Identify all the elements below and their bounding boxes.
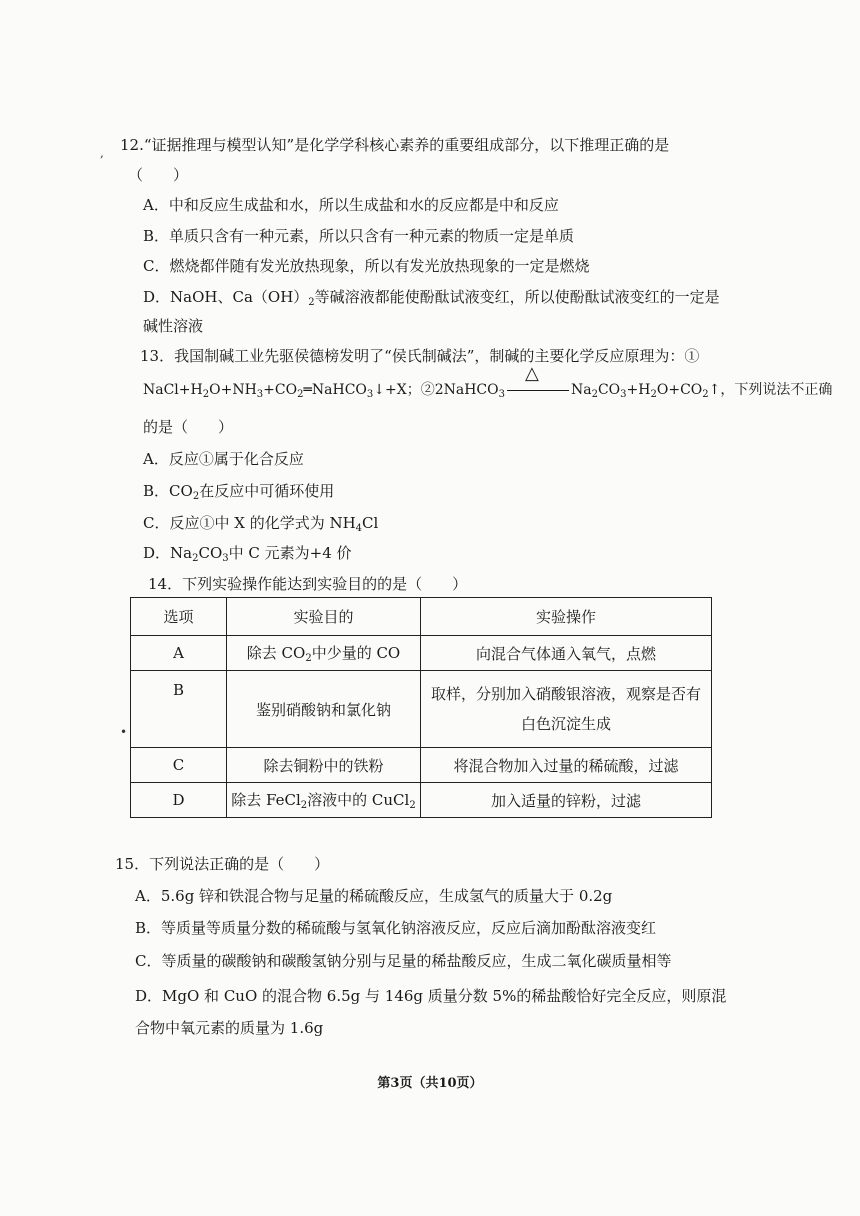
table-row [131,636,712,671]
eq-text: +H [626,382,651,398]
cell-option: B [131,671,227,748]
q15-option-c: C．等质量的碳酸钠和碳酸氢钠分别与足量的稀盐酸反应，生成二氧化碳质量相等 [135,952,672,970]
text: 中少量的 CO [311,644,401,662]
subscript: 2 [300,800,308,811]
table-row [131,748,712,783]
q13-option-d [143,543,352,569]
text: 除去 FeCl [231,791,301,809]
text: 取样，分别加入硝酸银溶液，观察是否有 [430,685,701,703]
q15-option-b: B．等质量等质量分数的稀硫酸与氢氧化钠溶液反应，反应后滴加酚酞溶液变红 [135,919,657,937]
margin-mark: , [100,146,104,160]
q13-stem-end: 的是（ ） [143,418,234,436]
text: 在反应中可循环使用 [199,482,335,500]
text: C．反应①中 X 的化学式为 NH [143,514,356,532]
q13-option-c [143,513,378,539]
text: 除去 CO [246,644,306,662]
q12-stem: 12.“证据推理与模型认知”是化学学科核心素养的重要组成部分，以下推理正确的是 [120,136,670,154]
q14-stem: 14．下列实验操作能达到实验目的的是（ ） [148,575,468,593]
text: 白色沉淀生成 [520,715,611,733]
q12-option-d-part1: D．NaOH、Ca（OH） [143,288,309,306]
table-row [131,671,712,748]
q12-option-c: C．燃烧都伴随有发光放热现象，所以有发光放热现象的一定是燃烧 [143,257,590,275]
subscript: 3 [366,389,374,400]
subscript: 3 [498,389,505,400]
subscript: 4 [355,523,363,534]
eq-text: CO [597,382,621,398]
subscript: 2 [202,389,210,400]
delta-symbol: △ [524,363,539,384]
subscript: 2 [702,389,709,400]
heat-condition [505,363,571,400]
subscript: 2 [305,653,312,664]
cell-goal [227,783,421,818]
q15-option-d-cont: 合物中氧元素的质量为 1.6g [135,1019,324,1037]
eq-text: NaHCO [311,382,367,398]
header-operation: 实验操作 [421,598,712,636]
q12-option-b: B．单质只含有一种元素，所以只含有一种元素的物质一定是单质 [143,227,575,245]
subscript: 3 [222,553,229,564]
page-footer: 第3页（共10页） [377,1076,483,1091]
table-row [131,783,712,818]
q15-option-d: D．MgO 和 CuO 的混合物 6.5g 与 146g 质量分数 5%的稀盐酸恰好完全反应，则原混 [135,987,727,1005]
q15-option-a: A．5.6g 锌和铁混合物与足量的稀硫酸反应，生成氢气的质量大于 0.2g [135,887,613,905]
cell-operation: 加入适量的锌粉，过滤 [421,783,712,818]
text: Cl [362,514,379,532]
text: CO [198,544,223,562]
cell-operation [421,671,712,748]
q15-stem: 15．下列说法正确的是（ ） [115,855,330,873]
q13-stem: 13．我国制碱工业先驱侯德榜发明了“侯氏制碱法”，制碱的主要化学反应原理为：① [140,347,700,365]
subscript: 2 [192,491,200,502]
eq-text: O+CO [656,382,703,398]
text: B．CO [143,482,193,500]
q13-equations [143,363,833,405]
text: 中 C 元素为+4 价 [228,544,352,562]
margin-dot: • [120,725,128,739]
subscript: 3 [256,389,264,400]
experiment-table [130,597,712,818]
subscript: 2 [409,800,416,811]
eq-text: ↑，下列说法不正确 [708,382,833,398]
eq-text: +CO [263,382,298,398]
q13-option-b [143,481,334,507]
text: D．Na [143,544,193,562]
cell-option: C [131,748,227,783]
q12-option-d [143,287,720,313]
cell-operation: 向混合气体通入氧气，点燃 [421,636,712,671]
header-goal: 实验目的 [227,598,421,636]
reaction-bar [507,390,569,391]
subscript: 2 [591,389,598,400]
cell-goal [227,636,421,671]
equals-sign: ═ [303,382,312,398]
subscript: 2 [192,553,199,564]
subscript: 2 [308,297,315,308]
subscript: 2 [650,389,657,400]
table-header-row [131,598,712,636]
subscript: 2 [297,389,304,400]
eq-text: ↓+X；②2NaHCO [373,382,499,398]
q12-paren: （ ） [128,166,189,184]
eq-text: O+NH [209,382,257,398]
subscript: 3 [620,389,627,400]
q13-option-a: A．反应①属于化合反应 [143,450,304,468]
q12-option-d-cont: 碱性溶液 [143,317,204,335]
q12-option-d-part2: 等碱溶液都能使酚酞试液变红，所以使酚酞试液变红的一定是 [314,288,720,306]
q12-option-a: A．中和反应生成盐和水，所以生成盐和水的反应都是中和反应 [143,196,559,214]
text: 溶液中的 CuCl [307,791,410,809]
header-option: 选项 [131,598,227,636]
eq-text: NaCl+H [143,382,203,398]
eq-text: Na [570,382,592,398]
cell-option: D [131,783,227,818]
cell-goal: 鉴别硝酸钠和氯化钠 [227,671,421,748]
cell-goal: 除去铜粉中的铁粉 [227,748,421,783]
cell-option: A [131,636,227,671]
cell-operation: 将混合物加入过量的稀硫酸，过滤 [421,748,712,783]
